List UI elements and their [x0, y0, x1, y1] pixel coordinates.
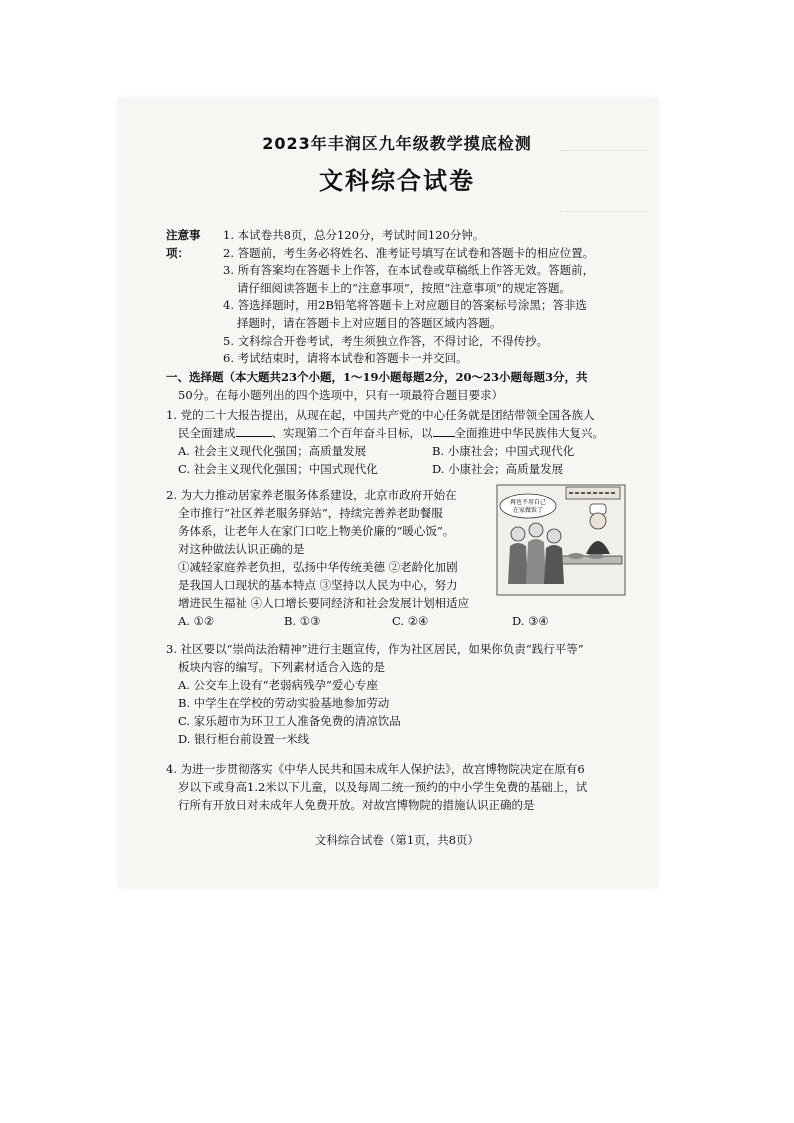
food-tray — [568, 553, 584, 559]
question-stem: 1. 党的二十大报告提出，从现在起，中国共产党的中心任务就是团结带领全国各族人 — [166, 408, 595, 422]
elderly-meal-cartoon — [496, 484, 626, 596]
option-c: C. 社会主义现代化强国；中国式现代化 — [178, 462, 378, 476]
option-d: D. ③④ — [512, 614, 549, 628]
note-item: 4. 答选择题时，用2B铅笔将答题卡上对应题目的答案标号涂黑；答非选 — [223, 298, 587, 313]
option-a: A. 公交车上设有“老弱病残孕”爱心专座 — [178, 678, 378, 692]
speech-bubble — [500, 494, 556, 518]
question-3 — [166, 640, 636, 748]
speech-bubble-text: 再也不用自己 — [509, 499, 547, 506]
note-item: 2. 答题前，考生务必将姓名、准考证号填写在试卷和答题卡的相应位置。 — [223, 245, 595, 260]
question-stem-line: ①减轻家庭养老负担，弘扬中华传统美德 ②老龄化加剧 — [178, 560, 458, 574]
question-stem-line: 全市推行“社区养老服务驿站”，持续完善养老助餐服 — [178, 506, 443, 520]
option-d: D. 银行柜台前设置一米线 — [178, 732, 310, 746]
chef-head — [590, 513, 606, 529]
exam-subject-title: 文科综合试卷 — [319, 167, 475, 195]
elderly-person-head — [547, 529, 561, 543]
note-item: 3. 所有答案均在答题卡上作答，在本试卷或草稿纸上作答无效。答题前， — [223, 263, 595, 278]
option-b: B. 中学生在学校的劳动实验基地参加劳动 — [178, 696, 390, 710]
question-stem-line: 增进民生福祉 ④人口增长要同经济和社会发展计划相适应 — [178, 596, 470, 610]
note-item: 6. 考试结束时，请将本试卷和答题卡一并交回。 — [223, 351, 468, 366]
option-b: B. ①③ — [284, 614, 321, 628]
chef-hat — [590, 504, 606, 514]
question-4 — [166, 760, 636, 814]
question-stem: 2. 为大力推动居家养老服务体系建设，北京市政府开始在 — [166, 488, 457, 502]
question-stem: 3. 社区要以“崇尚法治精神”进行主题宣传，作为社区居民，如果你负责“践行平等” — [166, 642, 584, 656]
answer-blank — [236, 424, 272, 437]
question-1 — [166, 406, 636, 478]
speech-bubble-text: 在家做饭了 — [512, 507, 544, 514]
option-b: B. 小康社会；中国式现代化 — [432, 444, 575, 458]
elderly-person-body — [508, 543, 528, 584]
option-row — [166, 442, 636, 460]
elderly-person-body — [526, 539, 546, 584]
option-c: C. ②④ — [392, 614, 429, 628]
note-item-continued: 择题时，请在答题卡上对应题目的答题区域内答题。 — [237, 315, 502, 330]
question-stem-line: 岁以下或身高1.2米以下儿童，以及每周二统一预约的中小学生免费的基础上，试 — [178, 780, 588, 794]
question-stem-line: 务体系，让老年人在家门口吃上物美价廉的“暖心饭”。 — [178, 524, 455, 538]
answer-blank — [433, 424, 455, 437]
question-stem-line — [166, 424, 636, 442]
stem-text: 全面推进中华民族伟大复兴。 — [454, 426, 604, 440]
option-c: C. 家乐超市为环卫工人准备免费的清凉饮品 — [178, 714, 401, 728]
page-footer: 文科综合试卷（第1页，共8页） — [314, 833, 480, 847]
note-item: 1. 本试卷共8页，总分120分，考试时间120分钟。 — [223, 228, 485, 242]
option-row — [166, 612, 636, 630]
note-item: 5. 文科综合开卷考试，考生须独立作答，不得讨论，不得传抄。 — [223, 333, 549, 348]
option-d: D. 小康社会；高质量发展 — [432, 462, 564, 476]
elderly-person-body — [544, 545, 564, 584]
stem-text: 民全面建成 — [178, 426, 236, 440]
elderly-person-head — [511, 527, 525, 541]
question-stem-line: 对这种做法认识正确的是 — [178, 542, 305, 556]
question-stem-line: 行所有开放日对未成年人免费开放。对故宫博物院的措施认识正确的是 — [178, 798, 535, 812]
notes-label: 注意事项： — [166, 228, 201, 260]
section-line: 一、选择题（本大题共23个小题，1～19小题每题2分，20～23小题每题3分，共 — [166, 370, 588, 384]
option-a: A. ①② — [178, 614, 215, 628]
section-line: 50分。在每小题列出的四个选项中，只有一项最符合题目要求） — [178, 388, 504, 402]
notes-block — [166, 227, 636, 368]
question-stem-line: 是我国人口现状的基本特点 ③坚持以人民为中心，努力 — [178, 578, 458, 592]
note-item-continued: 请仔细阅读答题卡上的“注意事项”，按照“注意事项”的规定答题。 — [237, 280, 572, 295]
question-stem-line: 板块内容的编写。下列素材适合入选的是 — [178, 660, 385, 674]
exam-title: 2023年丰润区九年级教学摸底检测 — [262, 134, 532, 153]
section-heading — [166, 368, 636, 404]
question-stem: 4. 为进一步贯彻落实《中华人民共和国未成年人保护法》，故宫博物院决定在原有6 — [166, 762, 585, 776]
option-row — [166, 460, 636, 478]
stem-text: 、实现第二个百年奋斗目标，以 — [271, 426, 433, 440]
elderly-person-head — [529, 523, 543, 537]
option-a: A. 社会主义现代化强国；高质量发展 — [178, 444, 367, 458]
